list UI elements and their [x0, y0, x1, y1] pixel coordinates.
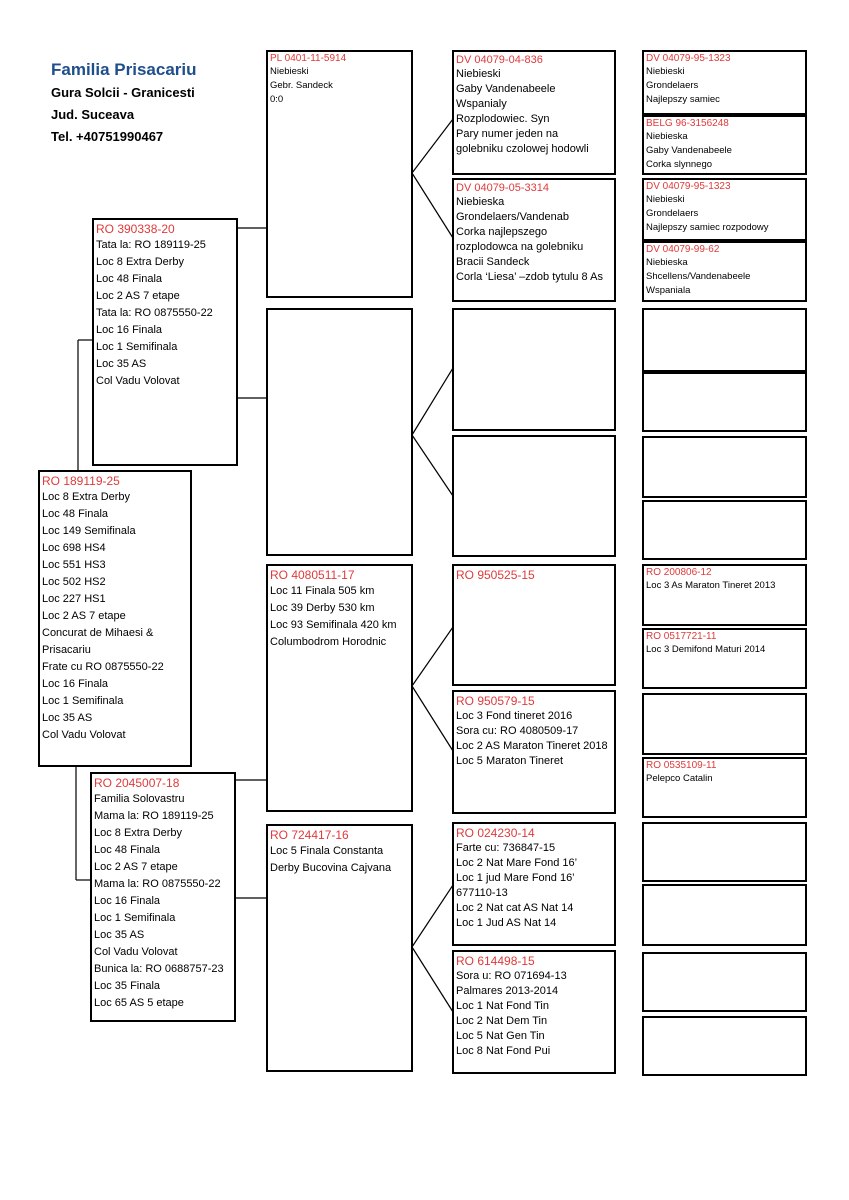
dam-line: Loc 1 Semifinala — [94, 912, 176, 924]
ring-id: RO 950525-15 — [456, 568, 535, 582]
subject-line: Prisacariu — [42, 644, 91, 656]
ring-id: DV 04079-95-1323 — [646, 53, 731, 64]
ring-id: RO 614498-15 — [456, 954, 535, 968]
gen4-box — [642, 952, 807, 1012]
gen4-box — [642, 564, 807, 626]
gen4-box — [642, 884, 807, 946]
gen2-box-paternal-granddam — [266, 308, 413, 556]
subject-line: Loc 35 AS — [42, 712, 93, 724]
gen2-box-maternal-granddam — [266, 824, 413, 1072]
gen3-box — [452, 564, 616, 686]
dam-ring-id: RO 2045007-18 — [94, 776, 180, 790]
gen4-box — [642, 1016, 807, 1076]
subject-line: Loc 502 HS2 — [42, 576, 106, 588]
breeder-name: Familia Prisacariu — [51, 60, 197, 79]
gen4-box — [642, 693, 807, 755]
subject-line: Loc 48 Finala — [42, 508, 109, 520]
dam-line: Mama la: RO 0875550-22 — [94, 878, 221, 890]
detail-line: Gebr. Sandeck — [270, 80, 333, 91]
sire-line: Tata la: RO 189119-25 — [96, 239, 206, 251]
gen4-box — [642, 372, 807, 432]
pedigree-dam — [90, 772, 236, 1022]
gen3-box — [452, 308, 616, 431]
ring-id: RO 0517721-11 — [646, 631, 717, 642]
subject-line: Col Vadu Volovat — [42, 729, 126, 741]
detail-line: Columbodrom Horodnic — [270, 636, 387, 648]
detail-line: Wspaniala — [646, 285, 691, 296]
gen4-box — [642, 50, 807, 115]
breeder-county: Jud. Suceava — [51, 107, 135, 122]
dam-line: Loc 2 AS 7 etape — [94, 861, 178, 873]
detail-line: Loc 5 Maraton Tineret — [456, 755, 564, 767]
dam-line: Loc 48 Finala — [94, 844, 161, 856]
pedigree-sire — [92, 218, 238, 466]
dam-line: Mama la: RO 189119-25 — [94, 810, 214, 822]
dam-line: Loc 35 AS — [94, 929, 145, 941]
sire-ring-id: RO 390338-20 — [96, 222, 175, 236]
gen3-box — [452, 950, 616, 1074]
detail-line: 0:0 — [270, 94, 284, 105]
detail-line: Niebieski — [646, 194, 685, 205]
ring-id: RO 4080511-17 — [270, 568, 355, 582]
detail-line: Sora u: RO 071694-13 — [456, 970, 567, 982]
detail-line: Loc 2 Nat Mare Fond 16’ — [456, 857, 578, 869]
sire-line: Loc 35 AS — [96, 358, 147, 370]
detail-line: Palmares 2013-2014 — [456, 985, 559, 997]
subject-ring-id: RO 189119-25 — [42, 474, 120, 488]
sire-line: Loc 1 Semifinala — [96, 341, 178, 353]
detail-line: Loc 1 jud Mare Fond 16’ — [456, 872, 575, 884]
subject-line: Loc 1 Semifinala — [42, 695, 124, 707]
detail-line: Loc 5 Nat Gen Tin — [456, 1030, 545, 1042]
breeder-phone: Tel. +40751990467 — [51, 129, 164, 144]
detail-line: Loc 2 Nat Dem Tin — [456, 1015, 548, 1027]
detail-line: Najlepszy samiec rozpodowy — [646, 222, 769, 233]
ring-id: DV 04079-95-1323 — [646, 181, 731, 192]
detail-line: Loc 11 Finala 505 km — [270, 585, 375, 597]
detail-line: Loc 1 Nat Fond Tin — [456, 1000, 549, 1012]
subject-line: Loc 149 Semifinala — [42, 525, 136, 537]
gen4-box — [642, 178, 807, 241]
detail-line: Niebieska — [456, 196, 505, 208]
detail-line: golebniku czolowej hodowli — [456, 143, 589, 155]
subject-line: Frate cu RO 0875550-22 — [42, 661, 164, 673]
detail-line: Niebieski — [646, 66, 685, 77]
detail-line: Pary numer jeden na — [456, 128, 559, 140]
gen4-box — [642, 500, 807, 560]
gen2-box-maternal-grandsire — [266, 564, 413, 812]
ring-id: RO 024230-14 — [456, 826, 535, 840]
detail-line: Loc 93 Semifinala 420 km — [270, 619, 397, 631]
detail-line: Derby Bucovina Cajvana — [270, 862, 392, 874]
detail-line: Gaby Vandenabeele — [646, 145, 732, 156]
gen4-box — [642, 757, 807, 818]
gen4-box — [642, 308, 807, 372]
detail-line: Bracii Sandeck — [456, 256, 530, 268]
detail-line: rozplodowca na golebniku — [456, 241, 584, 253]
sire-line: Loc 2 AS 7 etape — [96, 290, 180, 302]
gen3-box — [452, 178, 616, 302]
ring-id: DV 04079-04-836 — [456, 54, 543, 66]
detail-line: Grondelaers/Vandenab — [456, 211, 569, 223]
detail-line: Grondelaers — [646, 208, 699, 219]
detail-line: Gaby Vandenabeele — [456, 83, 556, 95]
ring-id: PL 0401-11-5914 — [270, 53, 347, 64]
detail-line: Loc 1 Jud AS Nat 14 — [456, 917, 557, 929]
subject-line: Loc 698 HS4 — [42, 542, 106, 554]
dam-line: Bunica la: RO 0688757-23 — [94, 963, 224, 975]
ring-id: DV 04079-99-62 — [646, 244, 720, 255]
gen4-box — [642, 628, 807, 689]
ring-id: RO 950579-15 — [456, 694, 535, 708]
detail-line: Sora cu: RO 4080509-17 — [456, 725, 579, 737]
pedigree-subject — [38, 470, 192, 767]
gen3-box — [452, 822, 616, 946]
dam-line: Loc 8 Extra Derby — [94, 827, 183, 839]
detail-line: Rozplodowiec. Syn — [456, 113, 550, 125]
dam-line: Familia Solovastru — [94, 793, 185, 805]
detail-line: Niebieska — [646, 131, 688, 142]
breeder-location: Gura Solcii - Granicesti — [51, 85, 195, 100]
gen2-box-paternal-grandsire — [266, 50, 413, 298]
detail-line: Loc 2 AS Maraton Tineret 2018 — [456, 740, 608, 752]
dam-line: Loc 35 Finala — [94, 980, 161, 992]
gen4-box — [642, 115, 807, 175]
detail-line: Pelepco Catalin — [646, 773, 713, 784]
subject-line: Loc 2 AS 7 etape — [42, 610, 126, 622]
gen4-box — [642, 822, 807, 882]
gen4-box — [642, 241, 807, 302]
gen3-box — [452, 690, 616, 814]
detail-line: Wspanialy — [456, 98, 507, 110]
subject-line: Loc 16 Finala — [42, 678, 109, 690]
dam-line: Loc 16 Finala — [94, 895, 161, 907]
detail-line: Corla ‘Liesa’ –zdob tytulu 8 As — [456, 271, 603, 283]
sire-line: Col Vadu Volovat — [96, 375, 180, 387]
dam-line: Col Vadu Volovat — [94, 946, 178, 958]
subject-line: Loc 227 HS1 — [42, 593, 106, 605]
subject-line: Concurat de Mihaesi & — [42, 627, 154, 639]
detail-line: 677110-13 — [456, 887, 508, 899]
detail-line: Loc 39 Derby 530 km — [270, 602, 375, 614]
detail-line: Loc 5 Finala Constanta — [270, 845, 384, 857]
detail-line: Loc 8 Nat Fond Pui — [456, 1045, 551, 1057]
detail-line: Loc 3 As Maraton Tineret 2013 — [646, 580, 776, 591]
sire-line: Loc 48 Finala — [96, 273, 163, 285]
sire-line: Loc 8 Extra Derby — [96, 256, 185, 268]
ring-id: RO 200806-12 — [646, 567, 712, 578]
gen3-box — [452, 50, 616, 175]
detail-line: Loc 3 Demifond Maturi 2014 — [646, 644, 766, 655]
detail-line: Niebieski — [270, 66, 309, 77]
sire-line: Tata la: RO 0875550-22 — [96, 307, 213, 319]
sire-line: Loc 16 Finala — [96, 324, 163, 336]
gen3-box — [452, 435, 616, 557]
gen4-box — [642, 436, 807, 498]
ring-id: DV 04079-05-3314 — [456, 182, 549, 194]
detail-line: Niebieski — [456, 68, 501, 80]
detail-line: Niebieska — [646, 257, 688, 268]
detail-line: Corka najlepszego — [456, 226, 548, 238]
ring-id: RO 724417-16 — [270, 828, 349, 842]
detail-line: Grondelaers — [646, 80, 699, 91]
detail-line: Farte cu: 736847-15 — [456, 842, 556, 854]
ring-id: RO 0535109-11 — [646, 760, 717, 771]
detail-line: Loc 3 Fond tineret 2016 — [456, 710, 573, 722]
detail-line: Loc 2 Nat cat AS Nat 14 — [456, 902, 574, 914]
subject-line: Loc 551 HS3 — [42, 559, 106, 571]
detail-line: Corka slynnego — [646, 159, 713, 170]
dam-line: Loc 65 AS 5 etape — [94, 997, 184, 1009]
detail-line: Najlepszy samiec — [646, 94, 720, 105]
detail-line: Shcellens/Vandenabeele — [646, 271, 751, 282]
ring-id: BELG 96-3156248 — [646, 118, 729, 129]
subject-line: Loc 8 Extra Derby — [42, 491, 131, 503]
